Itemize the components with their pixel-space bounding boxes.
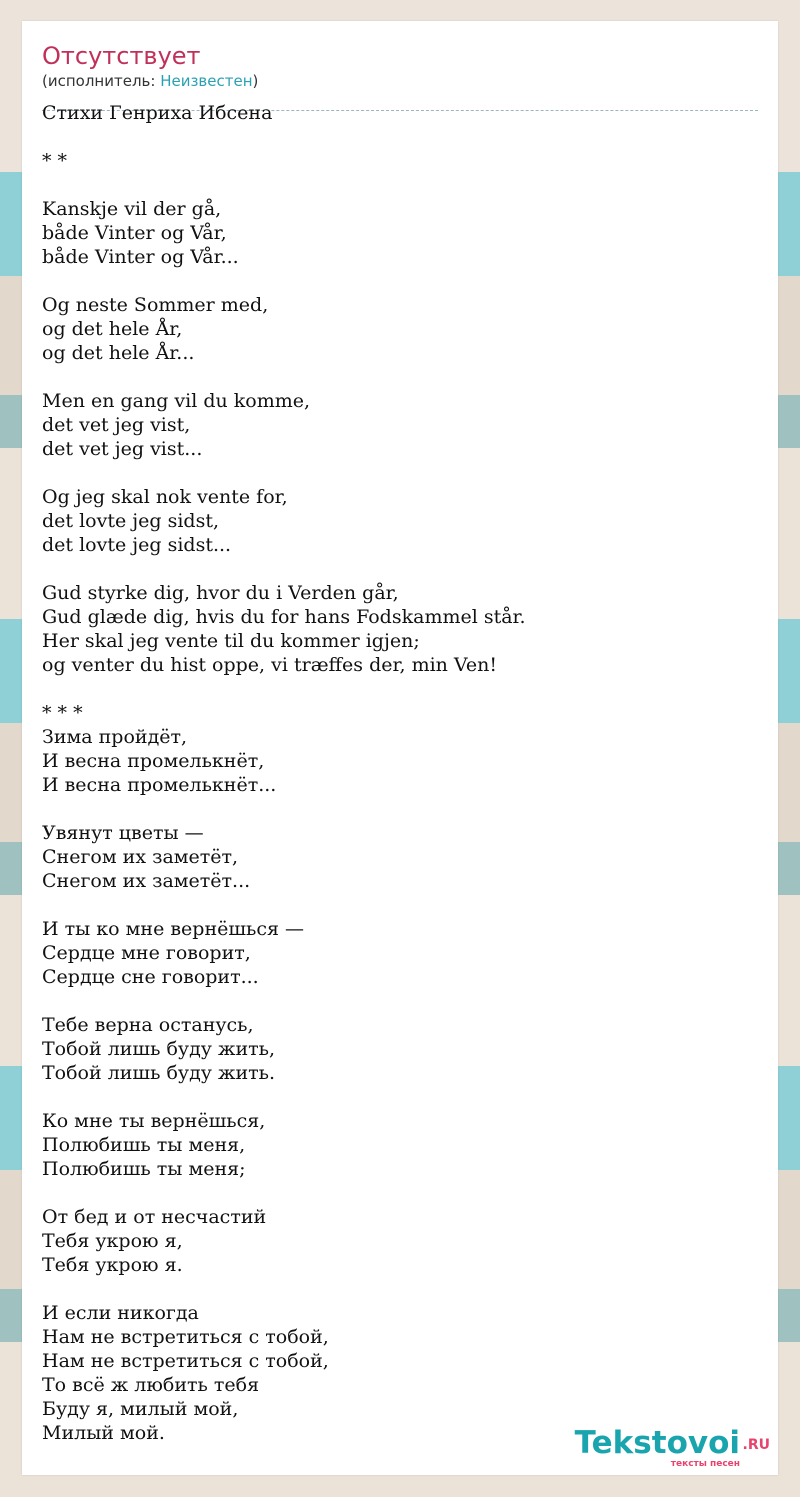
lyric-line: Gud glæde dig, hvis du for hans Fodskammel står.: [42, 606, 526, 628]
logo-name: Tekstovoi: [574, 1425, 740, 1461]
lyric-line: И ты ко мне вернёшься —: [42, 918, 305, 940]
lyric-line: Полюбишь ты меня,: [42, 1134, 246, 1156]
lyric-line: Снегом их заметёт...: [42, 870, 251, 892]
lyric-line: Тебя укрою я,: [42, 1230, 183, 1252]
lyric-line: Og neste Sommer med,: [42, 294, 269, 316]
lyric-line: И весна промелькнёт,: [42, 750, 265, 772]
lyric-blank-line: [42, 365, 758, 389]
lyric-line: det lovte jeg sidst...: [42, 534, 232, 556]
lyric-line: det vet jeg vist,: [42, 414, 191, 436]
lyric-line: * *: [42, 150, 68, 172]
lyric-blank-line: [42, 557, 758, 581]
lyric-line: Тебе верна останусь,: [42, 1014, 254, 1036]
site-logo[interactable]: [560, 1425, 770, 1475]
lyric-line: Зима пройдёт,: [42, 726, 188, 748]
logo-tagline: тексты песен: [670, 1459, 740, 1469]
lyric-line: og det hele År,: [42, 318, 183, 340]
lyric-line: Her skal jeg vente til du kommer igjen;: [42, 630, 420, 652]
lyric-line: det vet jeg vist...: [42, 438, 203, 460]
lyric-line: Сердце мне говорит,: [42, 942, 251, 964]
lyric-line: og venter du hist oppe, vi træffes der, min Ven!: [42, 654, 498, 676]
lyric-blank-line: [42, 461, 758, 485]
lyric-line: Милый мой.: [42, 1422, 165, 1444]
lyric-line: Тобой лишь буду жить,: [42, 1038, 276, 1060]
lyric-line: Сердце сне говорит...: [42, 966, 259, 988]
lyric-line: Men en gang vil du komme,: [42, 390, 311, 412]
lyric-line: Gud styrke dig, hvor du i Verden går,: [42, 582, 399, 604]
lyric-line: Увянут цветы —: [42, 822, 204, 844]
lyric-line: det lovte jeg sidst,: [42, 510, 220, 532]
lyric-blank-line: [42, 269, 758, 293]
lyric-line: Ко мне ты вернёшься,: [42, 1110, 266, 1132]
lyric-line: og det hele År...: [42, 342, 195, 364]
lyric-blank-line: [42, 677, 758, 701]
lyric-line: Kanskje vil der gå,: [42, 198, 222, 220]
lyric-line: både Vinter og Vår,: [42, 222, 227, 244]
lyric-blank-line: [42, 893, 758, 917]
song-title: Отсутствует: [42, 42, 201, 70]
lyric-line: Тебя укрою я.: [42, 1254, 183, 1276]
lyric-line: Полюбишь ты меня;: [42, 1158, 246, 1180]
lyric-blank-line: [42, 989, 758, 1013]
logo-tld: .RU: [742, 1437, 770, 1453]
lyric-line: То всё ж любить тебя: [42, 1374, 260, 1396]
lyric-line: Снегом их заметёт,: [42, 846, 239, 868]
lyric-blank-line: [42, 125, 758, 149]
lyric-line: Стихи Генриха Ибсена: [42, 102, 273, 124]
lyric-line: * * *: [42, 702, 83, 724]
lyric-line: Нам не встретиться с тобой,: [42, 1326, 329, 1348]
lyric-line: И весна промелькнёт...: [42, 774, 277, 796]
lyric-blank-line: [42, 797, 758, 821]
performer-link[interactable]: Неизвестен: [160, 72, 253, 90]
lyric-line: Og jeg skal nok vente for,: [42, 486, 288, 508]
lyric-blank-line: [42, 1085, 758, 1109]
lyric-line: Буду я, милый мой,: [42, 1398, 239, 1420]
performer-line: [42, 72, 258, 90]
lyric-line: både Vinter og Vår...: [42, 246, 239, 268]
performer-label: (исполнитель:: [42, 72, 161, 90]
lyrics-card: [22, 21, 778, 1475]
lyric-blank-line: [42, 1181, 758, 1205]
lyric-line: Тобой лишь буду жить.: [42, 1062, 276, 1084]
lyric-line: От бед и от несчастий: [42, 1206, 267, 1228]
lyric-line: Нам не встретиться с тобой,: [42, 1350, 329, 1372]
lyric-blank-line: [42, 1277, 758, 1301]
lyrics-text: [42, 101, 758, 1445]
lyric-line: И если никогда: [42, 1302, 199, 1324]
performer-close: ): [252, 72, 259, 90]
lyric-blank-line: [42, 173, 758, 197]
